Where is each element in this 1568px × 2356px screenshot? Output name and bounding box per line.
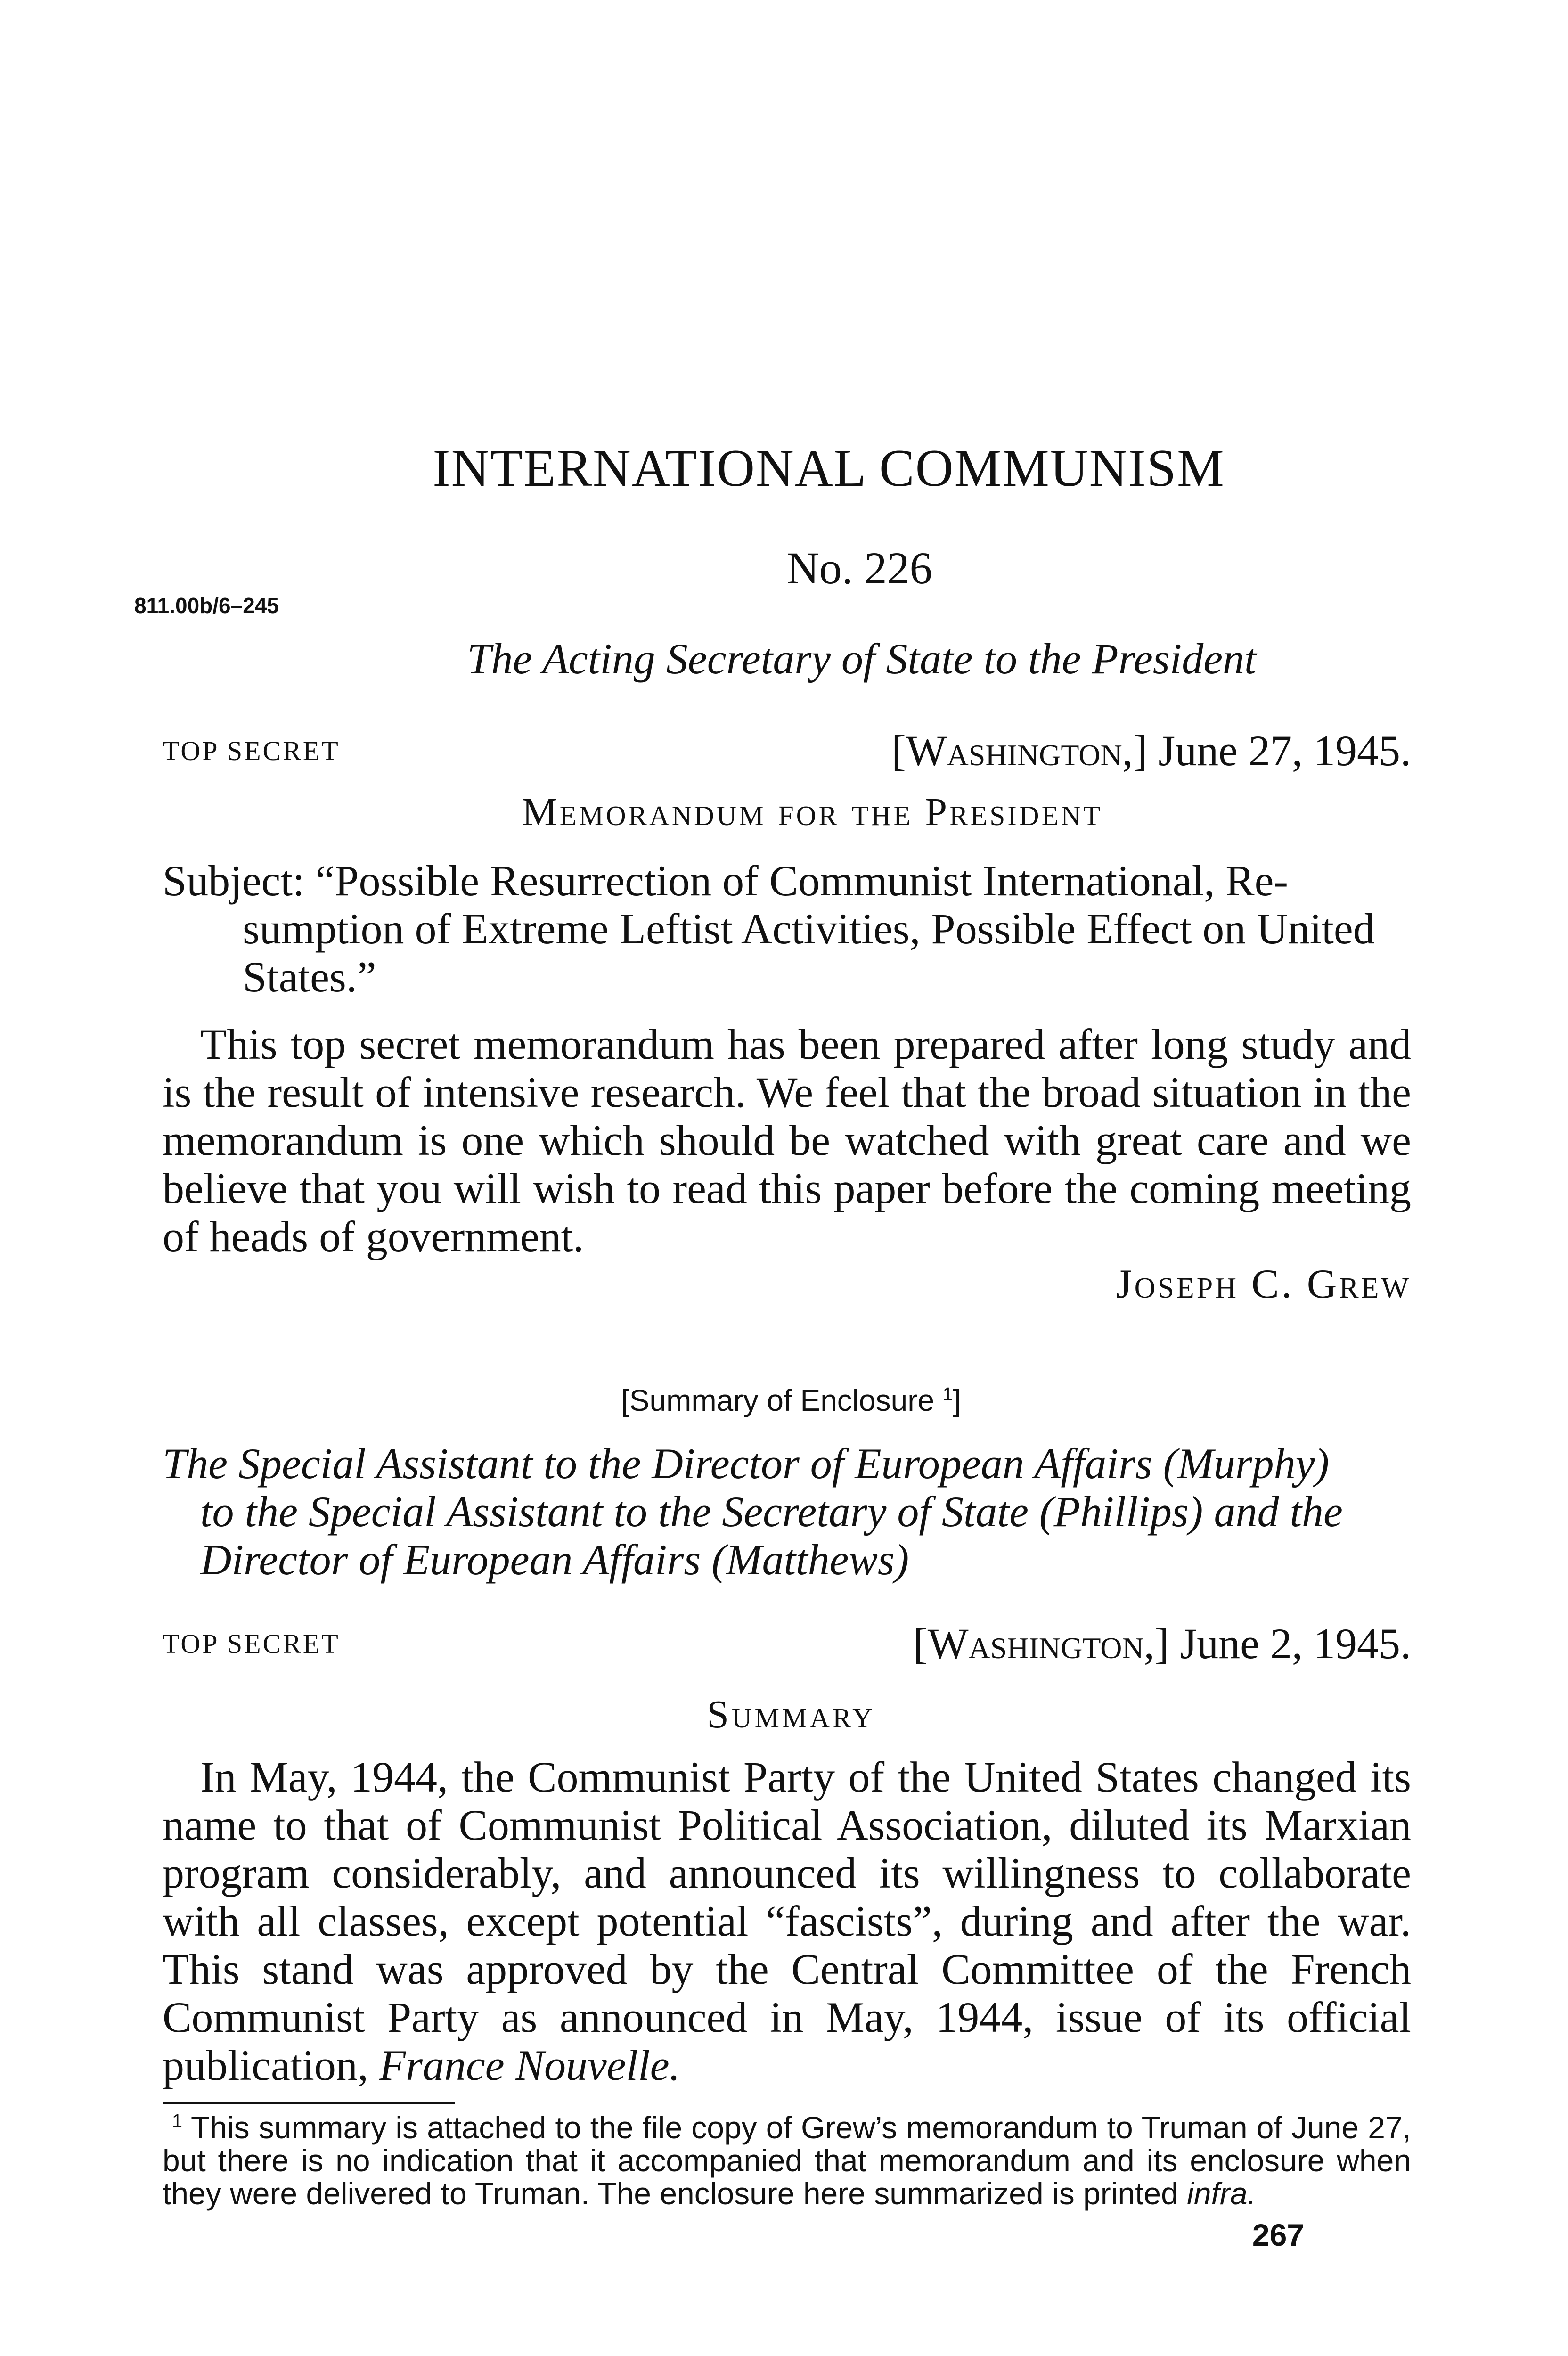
- enclosure-dateline-place: [Washington,]: [913, 1620, 1169, 1668]
- footnote-marker: 1: [942, 1383, 953, 1404]
- enclosure-label-text: [Summary of Enclosure: [621, 1383, 935, 1417]
- enclosure-classification: TOP SECRET: [163, 1628, 340, 1659]
- footnote-italic: infra.: [1187, 2176, 1256, 2211]
- document-number: No. 226: [786, 543, 932, 593]
- enclosure-dateline-date: June 2, 1945.: [1180, 1620, 1411, 1668]
- memo-title: Memorandum for the President: [522, 790, 1103, 834]
- signature: Joseph C. Grew: [1116, 1261, 1411, 1307]
- section-title: INTERNATIONAL COMMUNISM: [433, 439, 1225, 498]
- subject-line: sumption of Extreme Leftist Activities, Possible Effect on United: [243, 905, 1375, 953]
- footnote-text: This summary is attached to the file copy of Grew’s memorandum to Truman of June 27, but there is no indication that it accompanied that memorandum and its enclosure when they were delivered to Truman. The enclosure here summarized is printed: [163, 2110, 1411, 2211]
- footnote-rule: [163, 2102, 455, 2104]
- publication-title: France Nouvelle.: [379, 2041, 680, 2089]
- document-heading: The Acting Secretary of State to the President: [467, 635, 1257, 683]
- subject-block: [163, 857, 1411, 1001]
- enclosure-heading-line: to the Special Assistant to the Secretary of State (Phillips) and the: [200, 1488, 1343, 1536]
- enclosure-label: [0, 1383, 1568, 1418]
- summary-text: In May, 1944, the Communist Party of the United States changed its name to that of Communist Political Association, diluted its Marxian program considerably, and announced its willingness to collaborate with all classes, except potential “fascists”, during and after the war. This stand was approved by the Central Committee of the French Communist Party as announced in May, 1944, issue of its official publication,: [163, 1753, 1411, 2089]
- summary-paragraph: [163, 1753, 1411, 2089]
- dateline-place: [Washington,]: [891, 727, 1148, 775]
- dateline-date: June 27, 1945.: [1158, 727, 1411, 775]
- enclosure-heading-line: Director of European Affairs (Matthews): [200, 1536, 909, 1584]
- footnote: [163, 2111, 1411, 2210]
- enclosure-heading-line: The Special Assistant to the Director of European Affairs (Murphy): [163, 1440, 1330, 1488]
- enclosure-dateline: [913, 1619, 1411, 1669]
- file-number: 811.00b/6–245: [134, 593, 279, 618]
- enclosure-heading: [163, 1440, 1411, 1584]
- dateline: [891, 726, 1411, 776]
- subject-line: States.”: [243, 953, 376, 1001]
- subject-line: Subject: “Possible Resurrection of Communist International, Re-: [163, 857, 1289, 905]
- memo-paragraph: This top secret memorandum has been prepared after long study and is the result of intensive research. We feel that the broad situation in the memorandum is one which should be watched with great care and we believe that you will wish to read this paper before the coming meeting of heads of government.: [163, 1020, 1411, 1260]
- enclosure-label-close: ]: [953, 1383, 962, 1417]
- page-number: 267: [1252, 2217, 1304, 2252]
- summary-title: Summary: [707, 1693, 875, 1736]
- footnote-number: 1: [172, 2111, 183, 2132]
- classification-label: TOP SECRET: [163, 736, 340, 766]
